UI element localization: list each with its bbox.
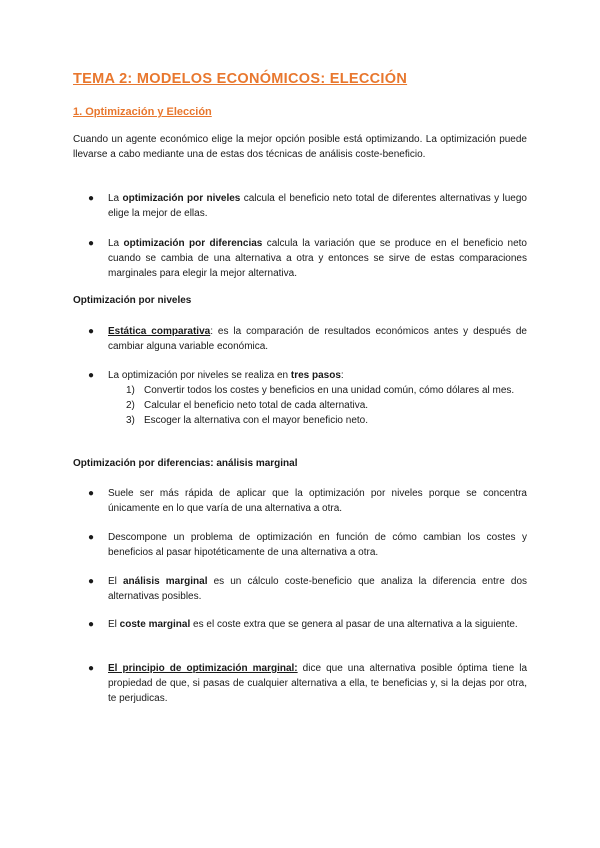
bullet-icon: ● (88, 576, 95, 587)
list-item: ● La optimización por diferencias calcula la variación que se produce en el beneficio neto cuando se cambia de una alternativa a otra y entonces se sirve de estas comparaciones marginales para elegir la mejor alternativa. (88, 238, 527, 279)
bullet-icon: ● (88, 326, 95, 337)
bullet-icon: ● (88, 238, 95, 249)
subheading-niveles: Optimización por niveles (73, 295, 192, 306)
numbered-list (126, 383, 527, 428)
bullet-icon: ● (88, 193, 95, 204)
numbered-item: 3) Escoger la alternativa con el mayor beneficio neto. (126, 415, 369, 426)
section-heading: 1. Optimización y Elección (73, 106, 212, 118)
list-item: ● El coste marginal es el coste extra que se genera al pasar de una alternativa a la siguiente. (88, 619, 518, 630)
intro-paragraph: Cuando un agente económico elige la mejor opción posible está optimizando. La optimización puede llevarse a cabo mediante una de estas dos técnicas de análisis coste-beneficio. (73, 134, 527, 160)
bullet-icon: ● (88, 488, 95, 499)
list-item: ● La optimización por niveles se realiza en tres pasos: (88, 370, 344, 381)
numbered-item: 2) Calcular el beneficio neto total de cada alternativa. (126, 400, 369, 411)
list-item: ● Descompone un problema de optimización en función de cómo cambian los costes y beneficios al pasar hipotéticamente de una alternativa a otra. (88, 532, 527, 558)
bullet-icon: ● (88, 663, 95, 674)
list-item: ● La optimización por niveles calcula el beneficio neto total de diferentes alternativas y luego elige la mejor de ellas. (88, 193, 527, 219)
bullet-icon: ● (88, 532, 95, 543)
numbered-item: 1) Convertir todos los costes y beneficios en una unidad común, cómo dólares al mes. (126, 385, 515, 396)
subheading-diferencias: Optimización por diferencias: análisis marginal (73, 458, 298, 469)
bullet-icon: ● (88, 619, 95, 630)
list-item: ● El análisis marginal es un cálculo coste-beneficio que analiza la diferencia entre dos alternativas posibles. (88, 576, 528, 602)
page-title: TEMA 2: MODELOS ECONÓMICOS: ELECCIÓN (73, 71, 408, 87)
list-item: ● Estática comparativa: es la comparación de resultados económicos antes y después de cambiar alguna variable económica. (88, 326, 527, 352)
list-item: ● Suele ser más rápida de aplicar que la optimización por niveles porque se concentra únicamente en lo que varía de una alternativa a otra. (88, 488, 527, 514)
bullet-icon: ● (88, 370, 95, 381)
list-item: ● El principio de optimización marginal: dice que una alternativa posible óptima tiene la propiedad de que, si pasas de cualquier alternativa a ella, te beneficias y, si la dejas por otra, te perjudicas. (88, 663, 528, 704)
